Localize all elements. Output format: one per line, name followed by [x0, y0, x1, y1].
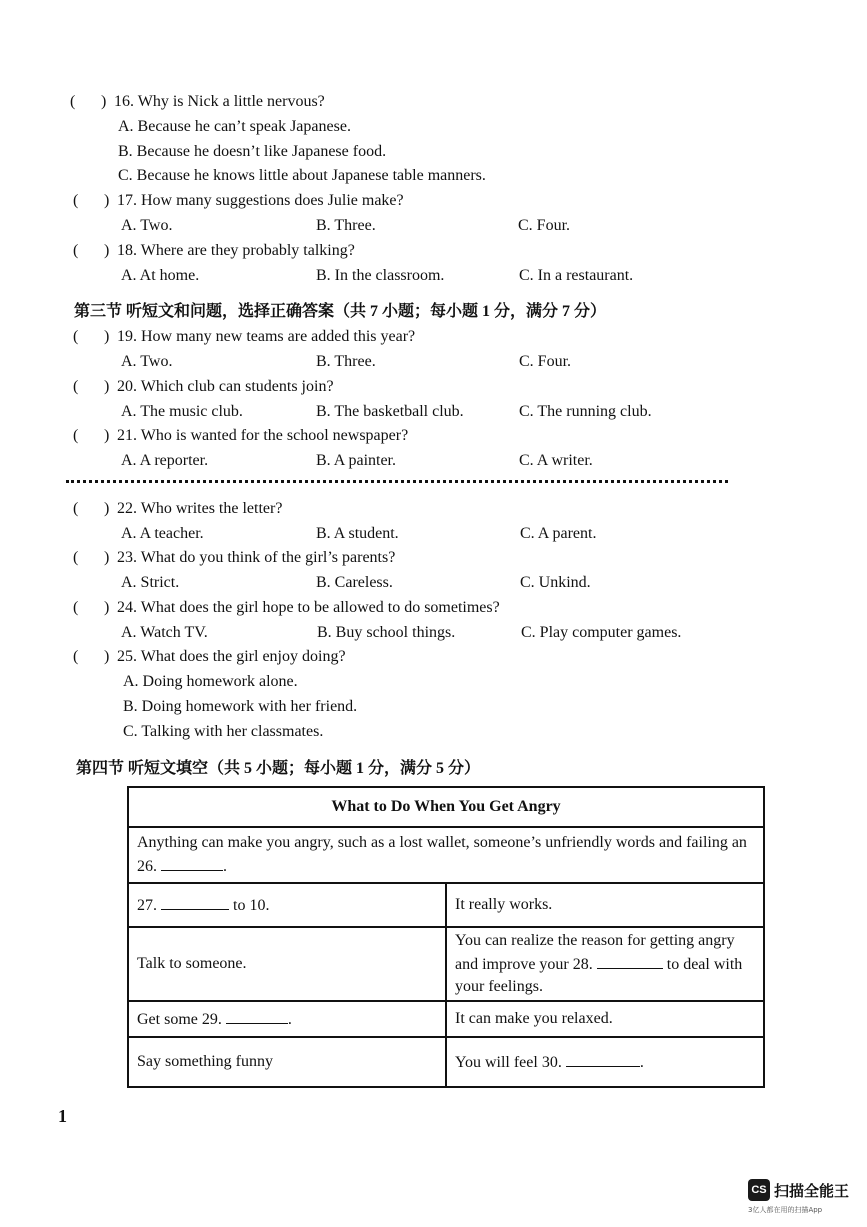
table-title: What to Do When You Get Angry	[128, 787, 764, 827]
q16-option-c: C. Because he knows little about Japanese table manners.	[118, 167, 486, 184]
answer-paren-open: (	[73, 328, 79, 345]
row-29-prefix: Get some 29.	[137, 1011, 222, 1028]
answer-blank-29[interactable]	[226, 1007, 288, 1024]
question-23: 23. What do you think of the girl’s parents?	[117, 549, 396, 566]
q19-option-b: B. Three.	[316, 353, 376, 370]
q17-option-a: A. Two.	[121, 217, 173, 234]
q16-option-b: B. Because he doesn’t like Japanese food.	[118, 143, 387, 160]
answer-paren-open: (	[73, 549, 79, 566]
question-17: 17. How many suggestions does Julie make?	[117, 192, 404, 209]
scanner-watermark	[748, 1179, 858, 1219]
table-row-30-left	[128, 1037, 446, 1087]
fill-in-table-wrapper	[127, 786, 767, 1088]
q24-option-c: C. Play computer games.	[521, 624, 682, 641]
q16-option-a: A. Because he can’t speak Japanese.	[118, 118, 351, 135]
q19-option-a: A. Two.	[121, 353, 173, 370]
table-intro: Anything can make you angry, such as a lost wallet, someone’s unfriendly words and failing an 26. .	[128, 827, 764, 883]
watermark-name: 扫描全能王	[774, 1182, 850, 1200]
camscanner-logo-icon: CS	[748, 1179, 770, 1201]
row-28-prefix: You can realize the reason for getting angry and improve your 28.	[455, 932, 735, 973]
answer-paren-open: (	[73, 599, 79, 616]
row-29-right-text: It can make you relaxed.	[455, 1010, 613, 1027]
question-18: 18. Where are they probably talking?	[117, 242, 355, 259]
answer-blank-28[interactable]	[597, 952, 663, 969]
section-3-heading: 第三节 听短文和问题，选择正确答案（共 7 小题；每小题 1 分，满分 7 分）	[74, 303, 607, 320]
row-28-suffix: to deal with your feelings.	[455, 956, 743, 995]
answer-paren-close: )	[104, 549, 110, 566]
answer-paren-open: (	[73, 500, 79, 517]
question-22: 22. Who writes the letter?	[117, 500, 283, 517]
dotted-divider	[66, 480, 728, 483]
row-29-suffix: .	[287, 1011, 292, 1028]
question-19: 19. How many new teams are added this year?	[117, 328, 416, 345]
question-16: 16. Why is Nick a little nervous?	[114, 93, 325, 110]
q19-option-c: C. Four.	[519, 353, 572, 370]
answer-paren-open: (	[73, 242, 79, 259]
q21-option-c: C. A writer.	[519, 452, 593, 469]
q18-option-a: A. At home.	[121, 267, 200, 284]
question-25: 25. What does the girl enjoy doing?	[117, 648, 346, 665]
q25-option-b: B. Doing homework with her friend.	[123, 698, 358, 715]
answer-paren-open: (	[73, 427, 79, 444]
answer-paren-open: (	[70, 93, 76, 110]
q22-option-b: B. A student.	[316, 525, 399, 542]
row-27-right-text: It really works.	[455, 896, 553, 913]
answer-paren-open: (	[73, 648, 79, 665]
row-27-prefix: 27.	[137, 897, 157, 914]
answer-paren-close: )	[101, 93, 107, 110]
q18-option-c: C. In a restaurant.	[519, 267, 634, 284]
table-intro-text: Anything can make you angry, such as a lost wallet, someone’s unfriendly words and failing an 26.	[137, 834, 747, 875]
answer-paren-close: )	[104, 599, 110, 616]
q20-option-c: C. The running club.	[519, 403, 652, 420]
section-4-heading: 第四节 听短文填空（共 5 小题；每小题 1 分，满分 5 分）	[76, 760, 481, 777]
answer-paren-close: )	[104, 328, 110, 345]
q23-option-c: C. Unkind.	[520, 574, 591, 591]
answer-blank-26[interactable]	[161, 854, 223, 871]
q20-option-b: B. The basketball club.	[316, 403, 464, 420]
q24-option-b: B. Buy school things.	[317, 624, 456, 641]
q17-option-c: C. Four.	[518, 217, 571, 234]
q21-option-a: A. A reporter.	[121, 452, 209, 469]
page-number: 1	[58, 1106, 67, 1126]
table-row-29-right	[446, 1001, 764, 1037]
q17-option-b: B. Three.	[316, 217, 376, 234]
row-30-left-text: Say something funny	[137, 1053, 273, 1070]
row-27-suffix: to 10.	[233, 897, 270, 914]
table-row-28-right	[446, 927, 764, 1001]
answer-paren-close: )	[104, 378, 110, 395]
q23-option-a: A. Strict.	[121, 574, 180, 591]
q22-option-c: C. A parent.	[520, 525, 597, 542]
q20-option-a: A. The music club.	[121, 403, 243, 420]
row-30-suffix: .	[639, 1054, 644, 1071]
answer-paren-close: )	[104, 427, 110, 444]
q24-option-a: A. Watch TV.	[121, 624, 208, 641]
q23-option-b: B. Careless.	[316, 574, 393, 591]
answer-paren-close: )	[104, 500, 110, 517]
answer-paren-close: )	[104, 192, 110, 209]
answer-paren-open: (	[73, 192, 79, 209]
question-24: 24. What does the girl hope to be allowed to do sometimes?	[117, 599, 500, 616]
table-row-29-left	[128, 1001, 446, 1037]
question-20: 20. Which club can students join?	[117, 378, 334, 395]
answer-blank-27[interactable]	[161, 893, 229, 910]
q22-option-a: A. A teacher.	[121, 525, 204, 542]
watermark-tagline: 3亿人都在用的扫描App	[748, 1206, 823, 1214]
q25-option-c: C. Talking with her classmates.	[123, 723, 324, 740]
q18-option-b: B. In the classroom.	[316, 267, 445, 284]
table-row-28-left	[128, 927, 446, 1001]
table-row-27-right	[446, 883, 764, 927]
table-row-30-right	[446, 1037, 764, 1087]
row-28-left-text: Talk to someone.	[137, 955, 247, 972]
question-21: 21. Who is wanted for the school newspaper?	[117, 427, 409, 444]
answer-paren-close: )	[104, 648, 110, 665]
answer-paren-open: (	[73, 378, 79, 395]
table-row-27-left	[128, 883, 446, 927]
answer-paren-close: )	[104, 242, 110, 259]
q21-option-b: B. A painter.	[316, 452, 396, 469]
q25-option-a: A. Doing homework alone.	[123, 673, 298, 690]
answer-blank-30[interactable]	[566, 1050, 640, 1067]
fill-in-table	[127, 786, 765, 1088]
row-30-prefix: You will feel 30.	[455, 1054, 562, 1071]
